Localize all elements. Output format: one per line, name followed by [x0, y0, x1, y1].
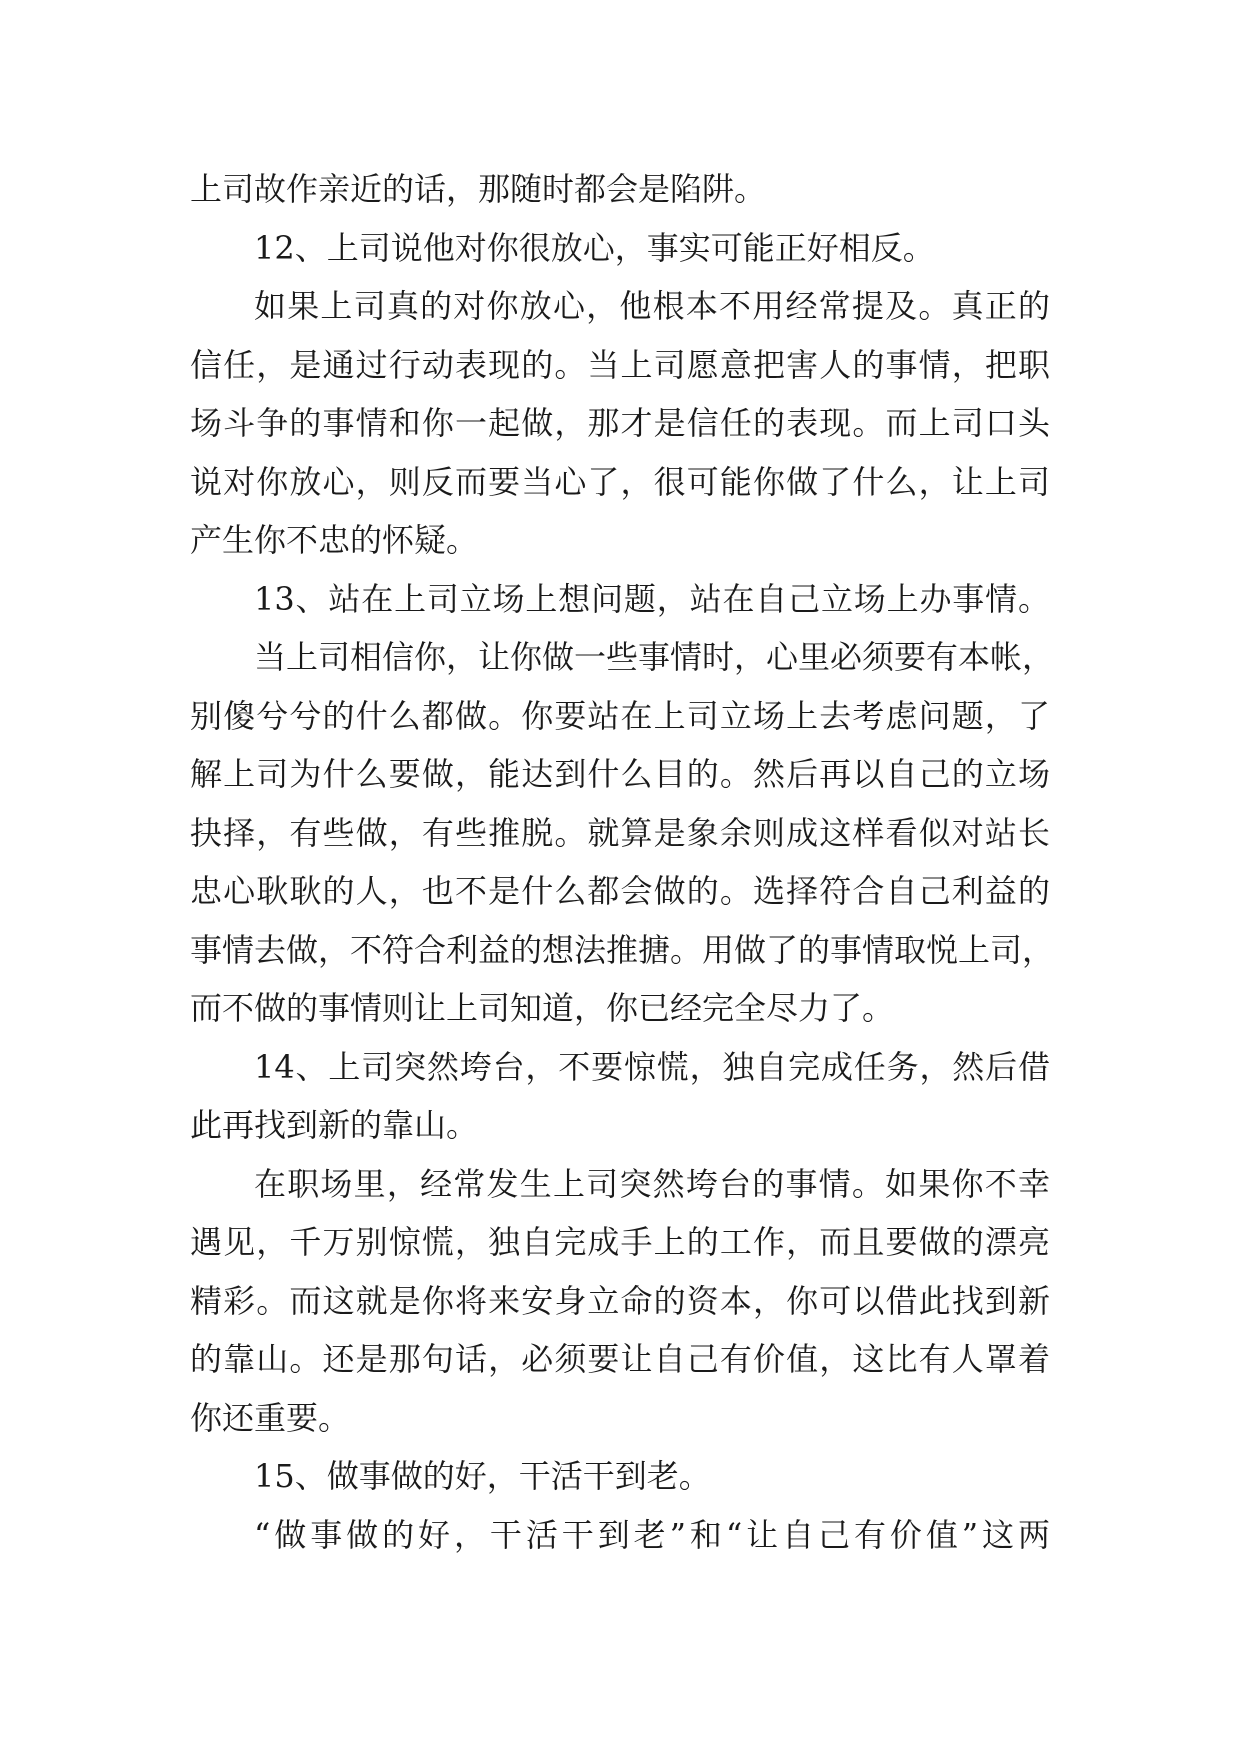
text-line: 抉择，有些做，有些推脱。就算是象余则成这样看似对站长	[190, 813, 1050, 852]
text-line: 14、上司突然垮台，不要惊慌，独自完成任务，然后借	[254, 1047, 1050, 1086]
text-line: “做事做的好，干活干到老”和“让自己有价值”这两	[254, 1515, 1050, 1554]
text-line: 上司故作亲近的话，那随时都会是陷阱。	[190, 170, 767, 208]
text-line: 场斗争的事情和你一起做，那才是信任的表现。而上司口头	[190, 404, 1050, 442]
text-line: 遇见，千万别惊慌，独自完成手上的工作，而且要做的漂亮	[190, 1223, 1050, 1261]
text-line: 事情去做，不符合利益的想法推搪。用做了的事情取悦上司，	[190, 930, 1055, 969]
text-line: 如果上司真的对你放心，他根本不用经常提及。真正的	[254, 287, 1050, 325]
text-line: 12、上司说他对你很放心，事实可能正好相反。	[254, 228, 935, 267]
text-line: 13、站在上司立场上想问题，站在自己立场上办事情。	[254, 579, 1050, 618]
text-line: 说对你放心，则反而要当心了，很可能你做了什么，让上司	[190, 462, 1050, 501]
text-line: 信任，是通过行动表现的。当上司愿意把害人的事情，把职	[190, 345, 1050, 384]
document-body	[190, 160, 1055, 1564]
text-line: 别傻兮兮的什么都做。你要站在上司立场上去考虑问题，了	[190, 696, 1050, 735]
text-line: 精彩。而这就是你将来安身立命的资本，你可以借此找到新	[190, 1281, 1050, 1320]
text-line: 你还重要。	[190, 1398, 351, 1437]
text-line: 忠心耿耿的人，也不是什么都会做的。选择符合自己利益的	[190, 872, 1050, 910]
text-line: 在职场里，经常发生上司突然垮台的事情。如果你不幸	[254, 1164, 1050, 1203]
text-line: 解上司为什么要做，能达到什么目的。然后再以自己的立场	[190, 755, 1050, 793]
text-line: 当上司相信你，让你做一些事情时，心里必须要有本帐，	[254, 638, 1055, 676]
text-line: 15、做事做的好，干活干到老。	[254, 1457, 711, 1495]
text-line: 的靠山。还是那句话，必须要让自己有价值，这比有人罩着	[190, 1340, 1050, 1378]
text-line: 产生你不忠的怀疑。	[190, 521, 479, 559]
text-line: 此再找到新的靠山。	[190, 1106, 479, 1144]
text-line: 而不做的事情则让上司知道，你已经完全尽力了。	[190, 989, 895, 1027]
